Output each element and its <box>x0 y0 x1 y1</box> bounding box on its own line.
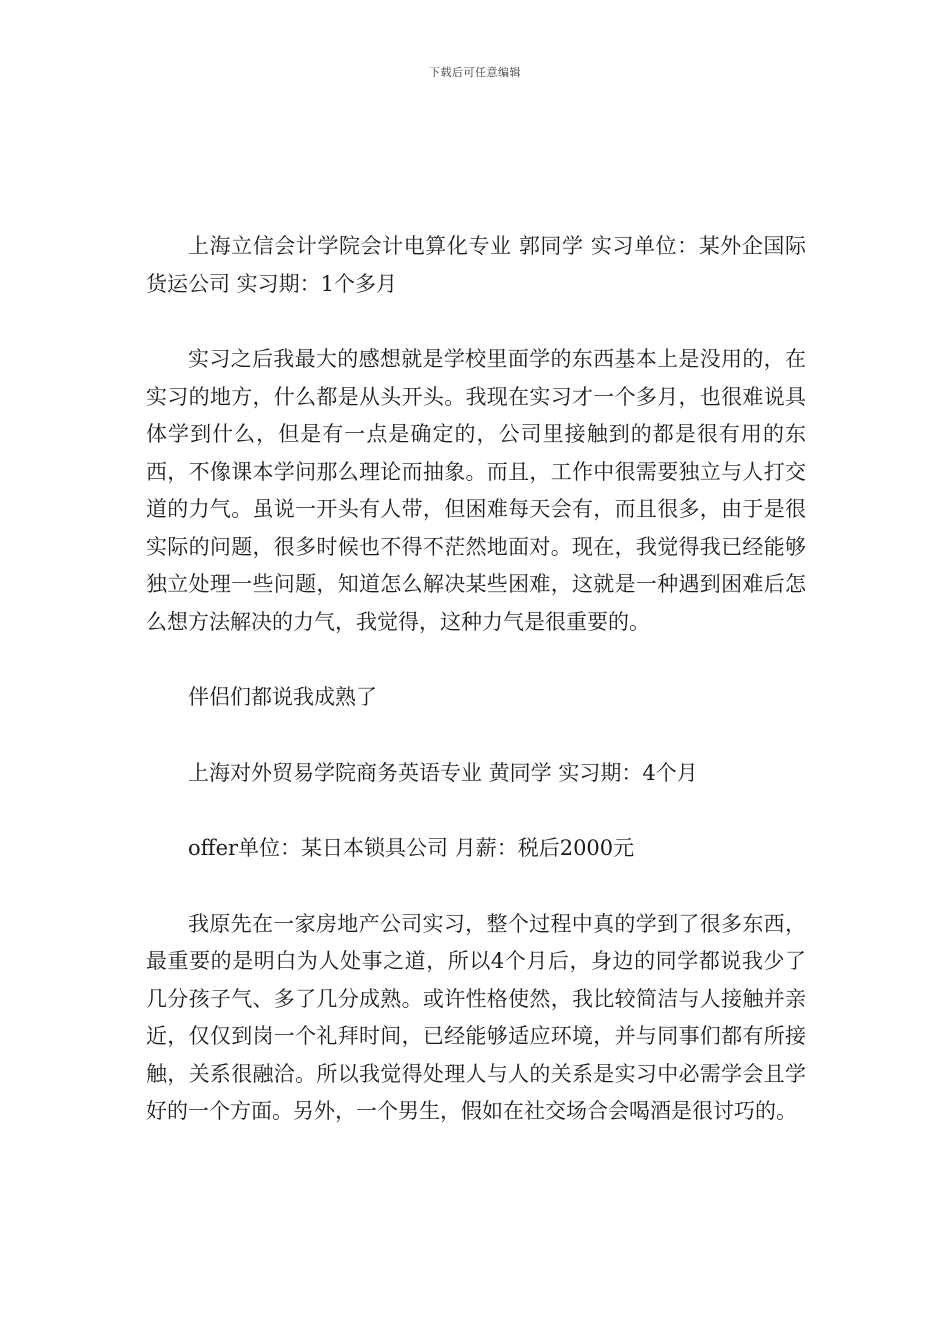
paragraph-gap <box>146 641 806 679</box>
paragraph-experience-1: 实习之后我最大的感想就是学校里面学的东西基本上是没用的，在实习的地方，什么都是从头开头。我现在实习才一个多月，也很难说具体学到什么，但是有一点是确定的，公司里接触到的都是很有用的东西，不像课本学问那么理论而抽象。而且，工作中很需要独立与人打交道的力气。虽说一开头有人带，但困难每天会有，而且很多，由于是很实际的问题，很多时候也不得不茫然地面对。现在，我觉得我已经能够独立处理一些问题，知道怎么解决某些困难，这就是一种遇到困难后怎么想方法解决的力气，我觉得，这种力气是很重要的。 <box>146 347 806 634</box>
paragraph-student-info-1: 上海立信会计学院会计电算化专业 郭同学 实习单位：某外企国际货运公司 实习期：1个多月 <box>146 234 806 296</box>
paragraph-student-info-2: 上海对外贸易学院商务英语专业 黄同学 实习期：4个月 <box>188 760 698 785</box>
paragraph-subheading: 伴侣们都说我成熟了 <box>188 685 377 709</box>
paragraph-gap <box>146 792 806 830</box>
paragraph-experience-2: 我原先在一家房地产公司实习，整个过程中真的学到了很多东西，最重要的是明白为人处事之道，所以4个月后，身边的同学都说我少了几分孩子气、多了几分成熟。或许性格使然，我比较简洁与人接触并亲近，仅仅到岗一个礼拜时间，已经能够适应环境，并与同事们都有所接触，关系很融洽。所以我觉得处理人与人的关系是实习中必需学会且学好的一个方面。另外，一个男生，假如在社交场合会喝酒是很讨巧的。 <box>146 911 806 1123</box>
paragraph-gap <box>146 868 806 906</box>
paragraph-offer-info: offer单位：某日本锁具公司 月薪：税后2000元 <box>188 836 635 860</box>
paragraph-gap <box>146 303 806 341</box>
page-header-note: 下载后可任意编辑 <box>429 66 521 79</box>
document-body <box>146 228 806 1131</box>
paragraph-gap <box>146 717 806 755</box>
